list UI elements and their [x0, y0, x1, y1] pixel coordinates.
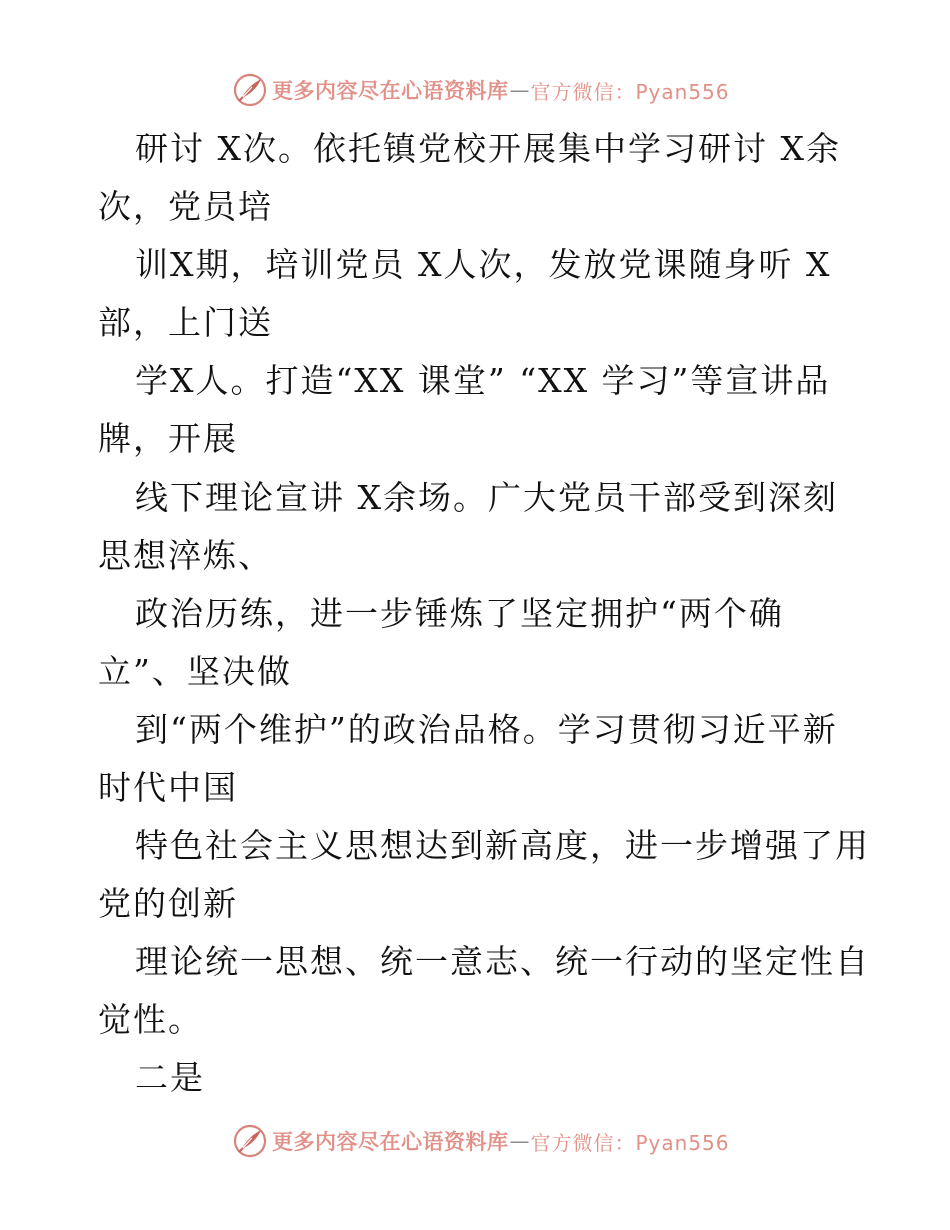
- text-line: 理论统一思想、统一意志、统一行动的坚定性自: [135, 942, 870, 981]
- text-line: 思想淬炼、: [98, 536, 273, 575]
- watermark-site-name: 更多内容尽在心语资料库: [272, 1129, 509, 1154]
- text-line: 学X人。打造“XX 课堂” “XX 学习”等宣讲品: [135, 361, 831, 400]
- text-line: 线下理论宣讲 X余场。广大党员干部受到深刻: [135, 478, 838, 517]
- text-line: 觉性。: [98, 1000, 203, 1039]
- watermark-wechat: 官方微信：Pyan556: [530, 1130, 730, 1155]
- text-line: 时代中国: [98, 768, 238, 807]
- text-line: 党的创新: [98, 884, 238, 923]
- footer-watermark: [232, 1121, 730, 1161]
- text-line: 二是: [135, 1058, 205, 1097]
- text-line: 政治历练，进一步锤炼了坚定拥护“两个确: [135, 594, 784, 633]
- text-line: 训X期，培训党员 X人次，发放党课随身听 X: [135, 245, 832, 284]
- feather-pen-icon: [232, 1123, 268, 1159]
- text-line: 研讨 X次。依托镇党校开展集中学习研讨 X余: [135, 129, 841, 168]
- watermark-dash: —: [509, 1129, 530, 1153]
- text-line: 牌，开展: [98, 419, 238, 458]
- watermark-dash: —: [509, 78, 530, 102]
- text-line: 立”、坚决做: [98, 652, 292, 691]
- text-line: 部，上门送: [98, 303, 273, 342]
- watermark-site-name: 更多内容尽在心语资料库: [272, 78, 509, 103]
- watermark-wechat: 官方微信：Pyan556: [530, 79, 730, 104]
- text-line: 到“两个维护”的政治品格。学习贯彻习近平新: [135, 710, 838, 749]
- text-line: 次，党员培: [98, 187, 273, 226]
- text-line: 特色社会主义思想达到新高度，进一步增强了用: [135, 826, 870, 865]
